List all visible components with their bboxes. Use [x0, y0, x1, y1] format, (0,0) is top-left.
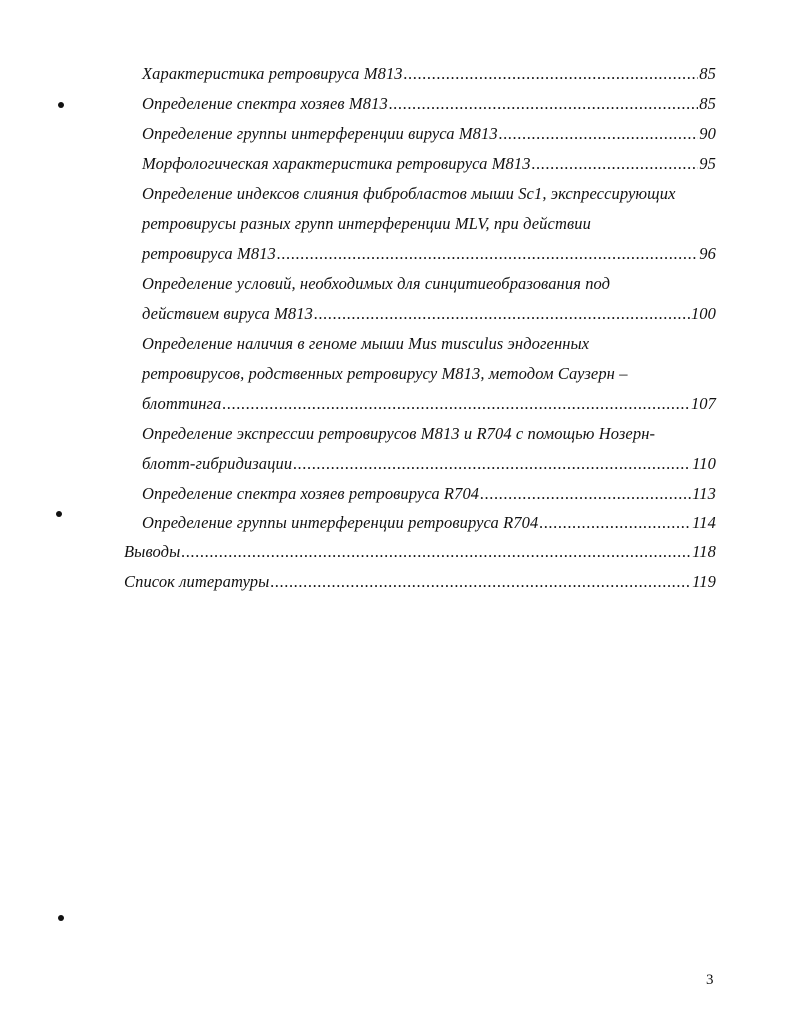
- toc-entry-page: 114: [692, 513, 716, 532]
- toc-entry[interactable]: [142, 454, 716, 474]
- toc-entry-title: Характеристика ретровируса М813: [142, 64, 403, 83]
- toc-entry-title-line[interactable]: Определение условий, необходимых для синцитиеобразования под: [142, 274, 611, 293]
- toc-entry-page: 85: [699, 94, 716, 113]
- leader-dots: [539, 513, 691, 533]
- toc-entry[interactable]: [142, 154, 716, 174]
- toc-entry-title-line: блотт-гибридизации: [142, 454, 293, 473]
- toc-entry-page: 90: [699, 124, 716, 143]
- toc-entry[interactable]: [142, 484, 716, 504]
- toc-entry[interactable]: [142, 394, 716, 414]
- leader-dots: [270, 572, 691, 592]
- toc-entry-title-line[interactable]: ретровирусов, родственных ретровирусу М813, методом Саузерн –: [142, 364, 628, 383]
- toc-entry[interactable]: [142, 94, 716, 114]
- toc-entry-title: Определение спектра хозяев ретровируса R704: [142, 484, 480, 503]
- leader-dots: [532, 154, 699, 174]
- toc-entry-page: 113: [692, 484, 716, 503]
- toc-entry-page: 107: [690, 394, 716, 413]
- leader-dots: [277, 244, 698, 264]
- toc-entry-title-line[interactable]: Определение индексов слияния фибробластов мыши Sc1, экспрессирующих: [142, 184, 676, 203]
- toc-entry[interactable]: [142, 124, 716, 144]
- toc-entry[interactable]: [142, 64, 716, 84]
- toc-entry[interactable]: [142, 513, 716, 533]
- toc-entry-title: Выводы: [124, 542, 181, 561]
- page-number: 3: [706, 972, 714, 988]
- toc-entry[interactable]: [142, 304, 716, 324]
- toc-entry-title-line: ретровируса М813: [142, 244, 276, 263]
- toc-entry-title: Определение спектра хозяев М813: [142, 94, 388, 113]
- toc-entry-page: 85: [699, 64, 716, 83]
- toc-entry-page: 100: [690, 304, 716, 323]
- toc-entry-page: 110: [692, 454, 716, 473]
- leader-dots: [480, 484, 691, 504]
- leader-dots: [389, 94, 698, 114]
- toc-entry-title: Определение группы интерференции ретровируса R704: [142, 513, 539, 532]
- toc-entry[interactable]: [124, 542, 716, 562]
- leader-dots: [181, 542, 691, 562]
- toc-entry[interactable]: [124, 572, 716, 592]
- leader-dots: [404, 64, 699, 84]
- toc-entry-title-line: блоттинга: [142, 394, 222, 413]
- toc-entry-page: 95: [699, 154, 716, 173]
- toc-entry-page: 96: [699, 244, 716, 263]
- toc-entry-page: 119: [692, 572, 716, 591]
- toc-entry[interactable]: [142, 244, 716, 264]
- toc-entry-page: 118: [692, 542, 716, 561]
- toc-entry-title-line: действием вируса М813: [142, 304, 313, 323]
- leader-dots: [499, 124, 699, 144]
- toc-entry-title-line[interactable]: Определение наличия в геноме мыши Mus musculus эндогенных: [142, 334, 590, 353]
- toc-entry-title-line[interactable]: Определение экспрессии ретровирусов М813 и R704 с помощью Нозерн-: [142, 424, 656, 443]
- leader-dots: [293, 454, 691, 474]
- toc-entry-title: Морфологическая характеристика ретровируса М813: [142, 154, 531, 173]
- leader-dots: [222, 394, 690, 414]
- toc-entry-title-line[interactable]: ретровирусы разных групп интерференции MLV, при действии: [142, 214, 591, 233]
- toc-entry-title: Определение группы интерференции вируса М813: [142, 124, 498, 143]
- leader-dots: [314, 304, 690, 324]
- toc-entry-title: Список литературы: [124, 572, 270, 591]
